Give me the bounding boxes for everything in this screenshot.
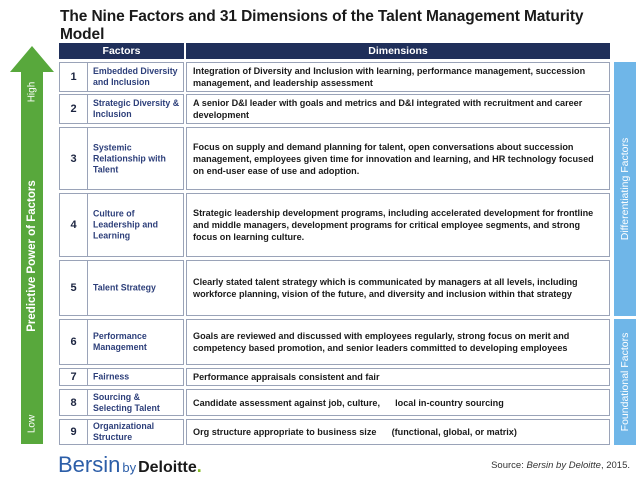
factor-name: Strategic Diversity & Inclusion (93, 98, 180, 119)
table-row (59, 389, 610, 416)
dimension-text: Candidate assessment against job, culture, local in-country sourcing (193, 397, 504, 408)
factor-name: Embedded Diversity and Inclusion (93, 66, 178, 87)
differentiating-factors-bar (614, 62, 636, 316)
factor-number: 6 (70, 336, 77, 348)
factor-name: Systemic Relationship with Talent (93, 142, 166, 174)
factor-number: 1 (70, 71, 77, 83)
factor-number: 4 (70, 219, 77, 231)
logo-company: Deloitte (138, 459, 197, 476)
factor-number: 2 (70, 103, 77, 115)
predictive-power-label: Predictive Power of Factors (26, 180, 38, 332)
source-note (420, 460, 630, 471)
dimension-text: A senior D&I leader with goals and metrics and D&I integrated with recruitment and career development (193, 98, 583, 120)
logo-dot: . (196, 456, 202, 476)
table-row (59, 319, 610, 365)
factor-name: Sourcing & Selecting Talent (93, 391, 160, 413)
source-prefix: Source: (491, 460, 527, 471)
foundational-factors-label: Foundational Factors (619, 332, 631, 432)
table-row (59, 260, 610, 316)
dimension-text: Clearly stated talent strategy which is communicated by managers at all levels, including workforce planning, vision of the future, and diversity and inclusion within that strategy (193, 277, 578, 299)
table-row (59, 419, 610, 445)
bersin-logo (58, 452, 202, 478)
table-row (59, 127, 610, 190)
factor-number: 9 (70, 426, 77, 438)
page-title: The Nine Factors and 31 Dimensions of the Talent Management Maturity Model (60, 8, 584, 43)
foundational-factors-bar (614, 319, 636, 445)
factor-number: 7 (70, 371, 77, 383)
factor-name: Fairness (93, 371, 130, 382)
dimension-text: Integration of Diversity and Inclusion with learning, performance management, succession management, and leadership assessment (193, 66, 586, 88)
factor-number: 3 (70, 152, 77, 165)
table-row (59, 193, 610, 257)
factor-name: Organizational Structure (93, 421, 155, 442)
dimension-text: Performance appraisals consistent and fair (193, 372, 380, 382)
source-name: Bersin by Deloitte (526, 460, 601, 471)
source-suffix: , 2015. (600, 460, 630, 471)
dimension-text: Strategic leadership development programs, including accelerated development for frontline and middle managers, development programs for critical employee segments, and strong focus on learning culture. (193, 208, 594, 242)
differentiating-factors-label: Differentiating Factors (619, 137, 631, 241)
logo-by: by (122, 460, 137, 475)
factors-header: Factors (59, 43, 184, 59)
predictive-power-arrow (10, 46, 54, 444)
factor-name: Talent Strategy (93, 282, 156, 293)
low-label: Low (26, 414, 38, 434)
factor-name: Performance Management (93, 331, 147, 352)
table-row (59, 94, 610, 124)
logo-brand: Bersin (58, 452, 121, 477)
maturity-model-table (59, 43, 610, 442)
dimension-text: Focus on supply and demand planning for talent, open conversations about succession management, employees given time for innovation and learning, and HR technology focused on end-user ease of use and adoption. (193, 141, 594, 176)
factor-number: 8 (70, 396, 77, 409)
dimension-text: Org structure appropriate to business size (functional, global, or matrix) (193, 427, 517, 437)
dimension-text: Goals are reviewed and discussed with employees regularly, strong focus on merit and competency based promotion, and senior leaders committed to developing employees (193, 331, 570, 353)
factor-number: 5 (70, 282, 77, 294)
table-header (59, 43, 610, 59)
high-label: High (26, 81, 38, 103)
table-row (59, 368, 610, 386)
table-row (59, 62, 610, 92)
factor-name: Culture of Leadership and Learning (93, 208, 159, 241)
dimensions-header: Dimensions (186, 43, 610, 59)
